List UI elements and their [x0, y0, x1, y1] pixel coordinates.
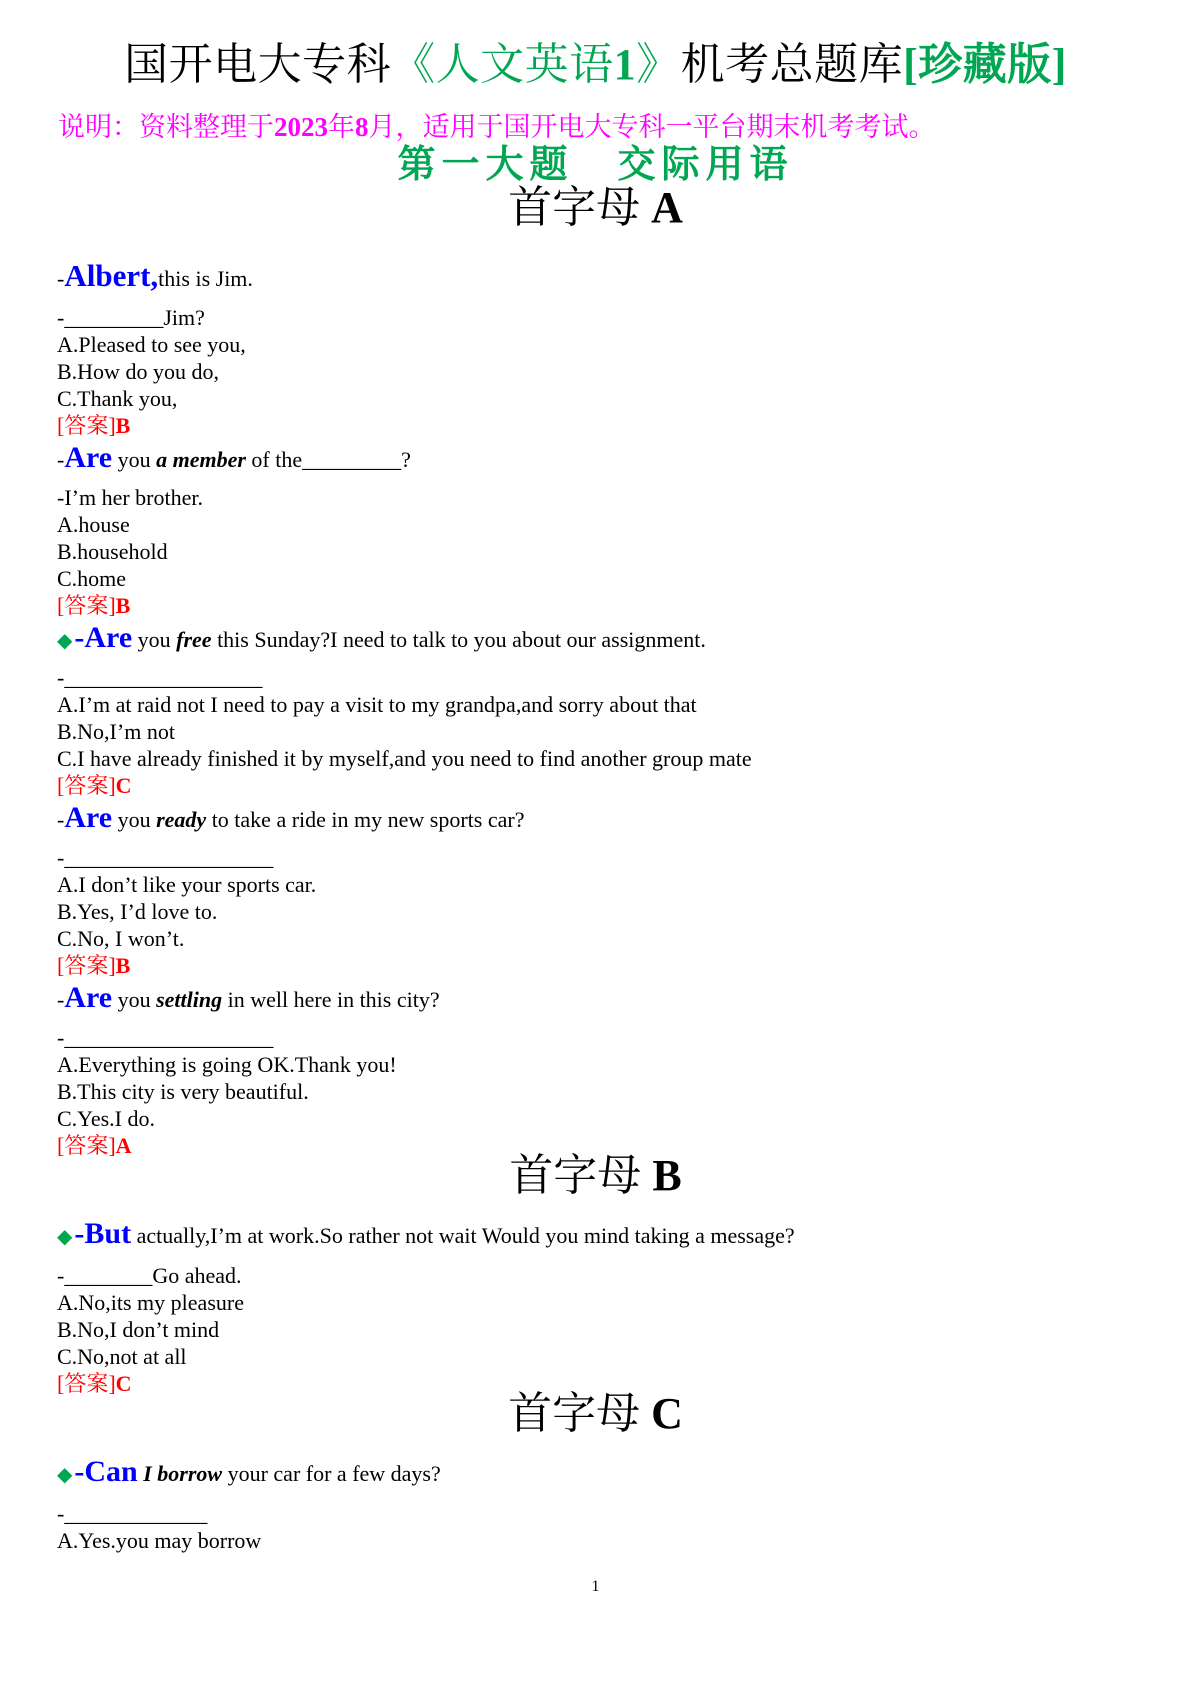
heading-prefix: 首字母: [508, 183, 641, 232]
note-part-5: 月，适用于国开电大专科一平台期末机考考试。: [368, 112, 936, 142]
answer-letter: C: [115, 1371, 132, 1396]
question-4: [57, 801, 525, 834]
answer-letter: C: [115, 773, 132, 798]
option-a: A.I’m at raid not I need to pay a visit to my grandpa,and sorry about that: [57, 692, 697, 717]
dash: -: [57, 266, 65, 291]
answer-letter: A: [115, 1133, 132, 1158]
reply-blank: -_____________: [57, 1501, 208, 1526]
document-title: [0, 38, 1191, 92]
question-text: to take a ride in my new sports car?: [206, 807, 525, 832]
question-emphasis: I borrow: [143, 1461, 223, 1486]
question-emphasis: settling: [156, 987, 223, 1012]
option-b: B.No,I’m not: [57, 719, 175, 744]
note-line: [58, 110, 936, 144]
dash: -: [57, 987, 65, 1012]
answer-label: [答案]: [57, 593, 116, 618]
page-number: 1: [591, 1578, 600, 1595]
letter-heading-c: [0, 1388, 1191, 1440]
answer-letter: B: [115, 413, 131, 438]
title-part-4: 》: [636, 40, 681, 89]
reply-blank: -_________Jim?: [57, 305, 205, 330]
question-text: you: [112, 447, 157, 472]
question-text: your car for a few days?: [222, 1461, 441, 1486]
heading-prefix: 首字母: [509, 1151, 642, 1200]
section-number: 第一大题: [397, 144, 574, 186]
answer-label: [答案]: [57, 413, 116, 438]
question-5: [57, 981, 440, 1014]
option-c: C.Thank you,: [57, 386, 178, 411]
section-topic: 交际用语: [617, 144, 794, 186]
note-part-3: 年: [328, 112, 355, 142]
option-b: B.No,I don’t mind: [57, 1317, 220, 1342]
option-b: B.household: [57, 539, 168, 564]
dash: -: [57, 447, 65, 472]
question-text: you: [112, 807, 157, 832]
option-c: C.No,not at all: [57, 1344, 187, 1369]
answer: [57, 592, 130, 620]
question-text: this Sunday?I need to talk to you about our assignment.: [211, 627, 706, 652]
option-c: C.I have already finished it by myself,and you need to find another group mate: [57, 746, 752, 771]
option-a: A.Yes.you may borrow: [57, 1528, 262, 1553]
question-1: [57, 258, 253, 293]
title-part-1: 国开电大专科: [124, 40, 392, 89]
title-part-3: 1: [613, 40, 637, 89]
diamond-icon: ◆: [57, 630, 73, 652]
question-text: of the_________?: [245, 447, 411, 472]
question-text: you: [112, 987, 157, 1012]
heading-letter: C: [651, 1389, 683, 1438]
question-6: [57, 1217, 795, 1251]
question-keyword: -Can: [74, 1455, 138, 1488]
question-emphasis: free: [176, 627, 212, 652]
heading-letter: A: [651, 183, 683, 232]
option-b: B.How do you do,: [57, 359, 219, 384]
question-emphasis: a member: [156, 447, 246, 472]
answer: [57, 952, 130, 980]
question-text: you: [132, 627, 177, 652]
question-text: actually,I’m at work.So rather not wait Would you mind taking a message?: [131, 1223, 795, 1248]
diamond-icon: ◆: [57, 1226, 73, 1248]
question-keyword: Are: [64, 981, 113, 1014]
title-part-5: 机考总题库: [680, 40, 904, 89]
reply-blank: -__________________: [57, 665, 263, 690]
answer-label: [答案]: [57, 773, 116, 798]
question-emphasis: ready: [156, 807, 207, 832]
question-keyword: Albert,: [64, 258, 159, 293]
option-c: C.home: [57, 566, 127, 591]
answer: [57, 772, 132, 800]
question-keyword: Are: [64, 441, 113, 474]
note-month: 8: [355, 112, 369, 142]
answer-letter: B: [115, 593, 131, 618]
option-a: A.house: [57, 512, 130, 537]
reply-blank: -___________________: [57, 845, 274, 870]
reply-blank: -___________________: [57, 1025, 274, 1050]
option-a: A.Pleased to see you,: [57, 332, 246, 357]
question-7: [57, 1455, 441, 1489]
option-b: B.Yes, I’d love to.: [57, 899, 218, 924]
reply-text: -I’m her brother.: [57, 485, 203, 510]
question-keyword: Are: [64, 801, 113, 834]
question-keyword: -But: [74, 1217, 132, 1250]
diamond-icon: ◆: [57, 1464, 73, 1486]
answer-label: [答案]: [57, 1371, 116, 1396]
question-3: [57, 621, 706, 655]
option-a: A.I don’t like your sports car.: [57, 872, 317, 897]
option-a: A.No,its my pleasure: [57, 1290, 244, 1315]
reply-blank: -________Go ahead.: [57, 1263, 242, 1288]
question-text: this is Jim.: [158, 266, 253, 291]
question-text: in well here in this city?: [222, 987, 440, 1012]
heading-letter: B: [652, 1151, 682, 1200]
option-c: C.Yes.I do.: [57, 1106, 156, 1131]
answer-label: [答案]: [57, 953, 116, 978]
title-part-6: [珍藏版]: [903, 40, 1067, 89]
heading-prefix: 首字母: [508, 1389, 641, 1438]
option-c: C.No, I won’t.: [57, 926, 185, 951]
letter-heading-a: [0, 182, 1191, 234]
question-2: [57, 441, 411, 474]
answer: [57, 412, 130, 440]
dash: -: [57, 807, 65, 832]
note-part-1: 说明：资料整理于: [58, 112, 274, 142]
letter-heading-b: [0, 1150, 1191, 1202]
note-year: 2023: [274, 112, 328, 142]
option-a: A.Everything is going OK.Thank you!: [57, 1052, 397, 1077]
answer-letter: B: [115, 953, 131, 978]
answer-label: [答案]: [57, 1133, 116, 1158]
option-b: B.This city is very beautiful.: [57, 1079, 309, 1104]
title-part-2: 《人文英语: [391, 40, 614, 89]
question-keyword: -Are: [74, 621, 133, 654]
